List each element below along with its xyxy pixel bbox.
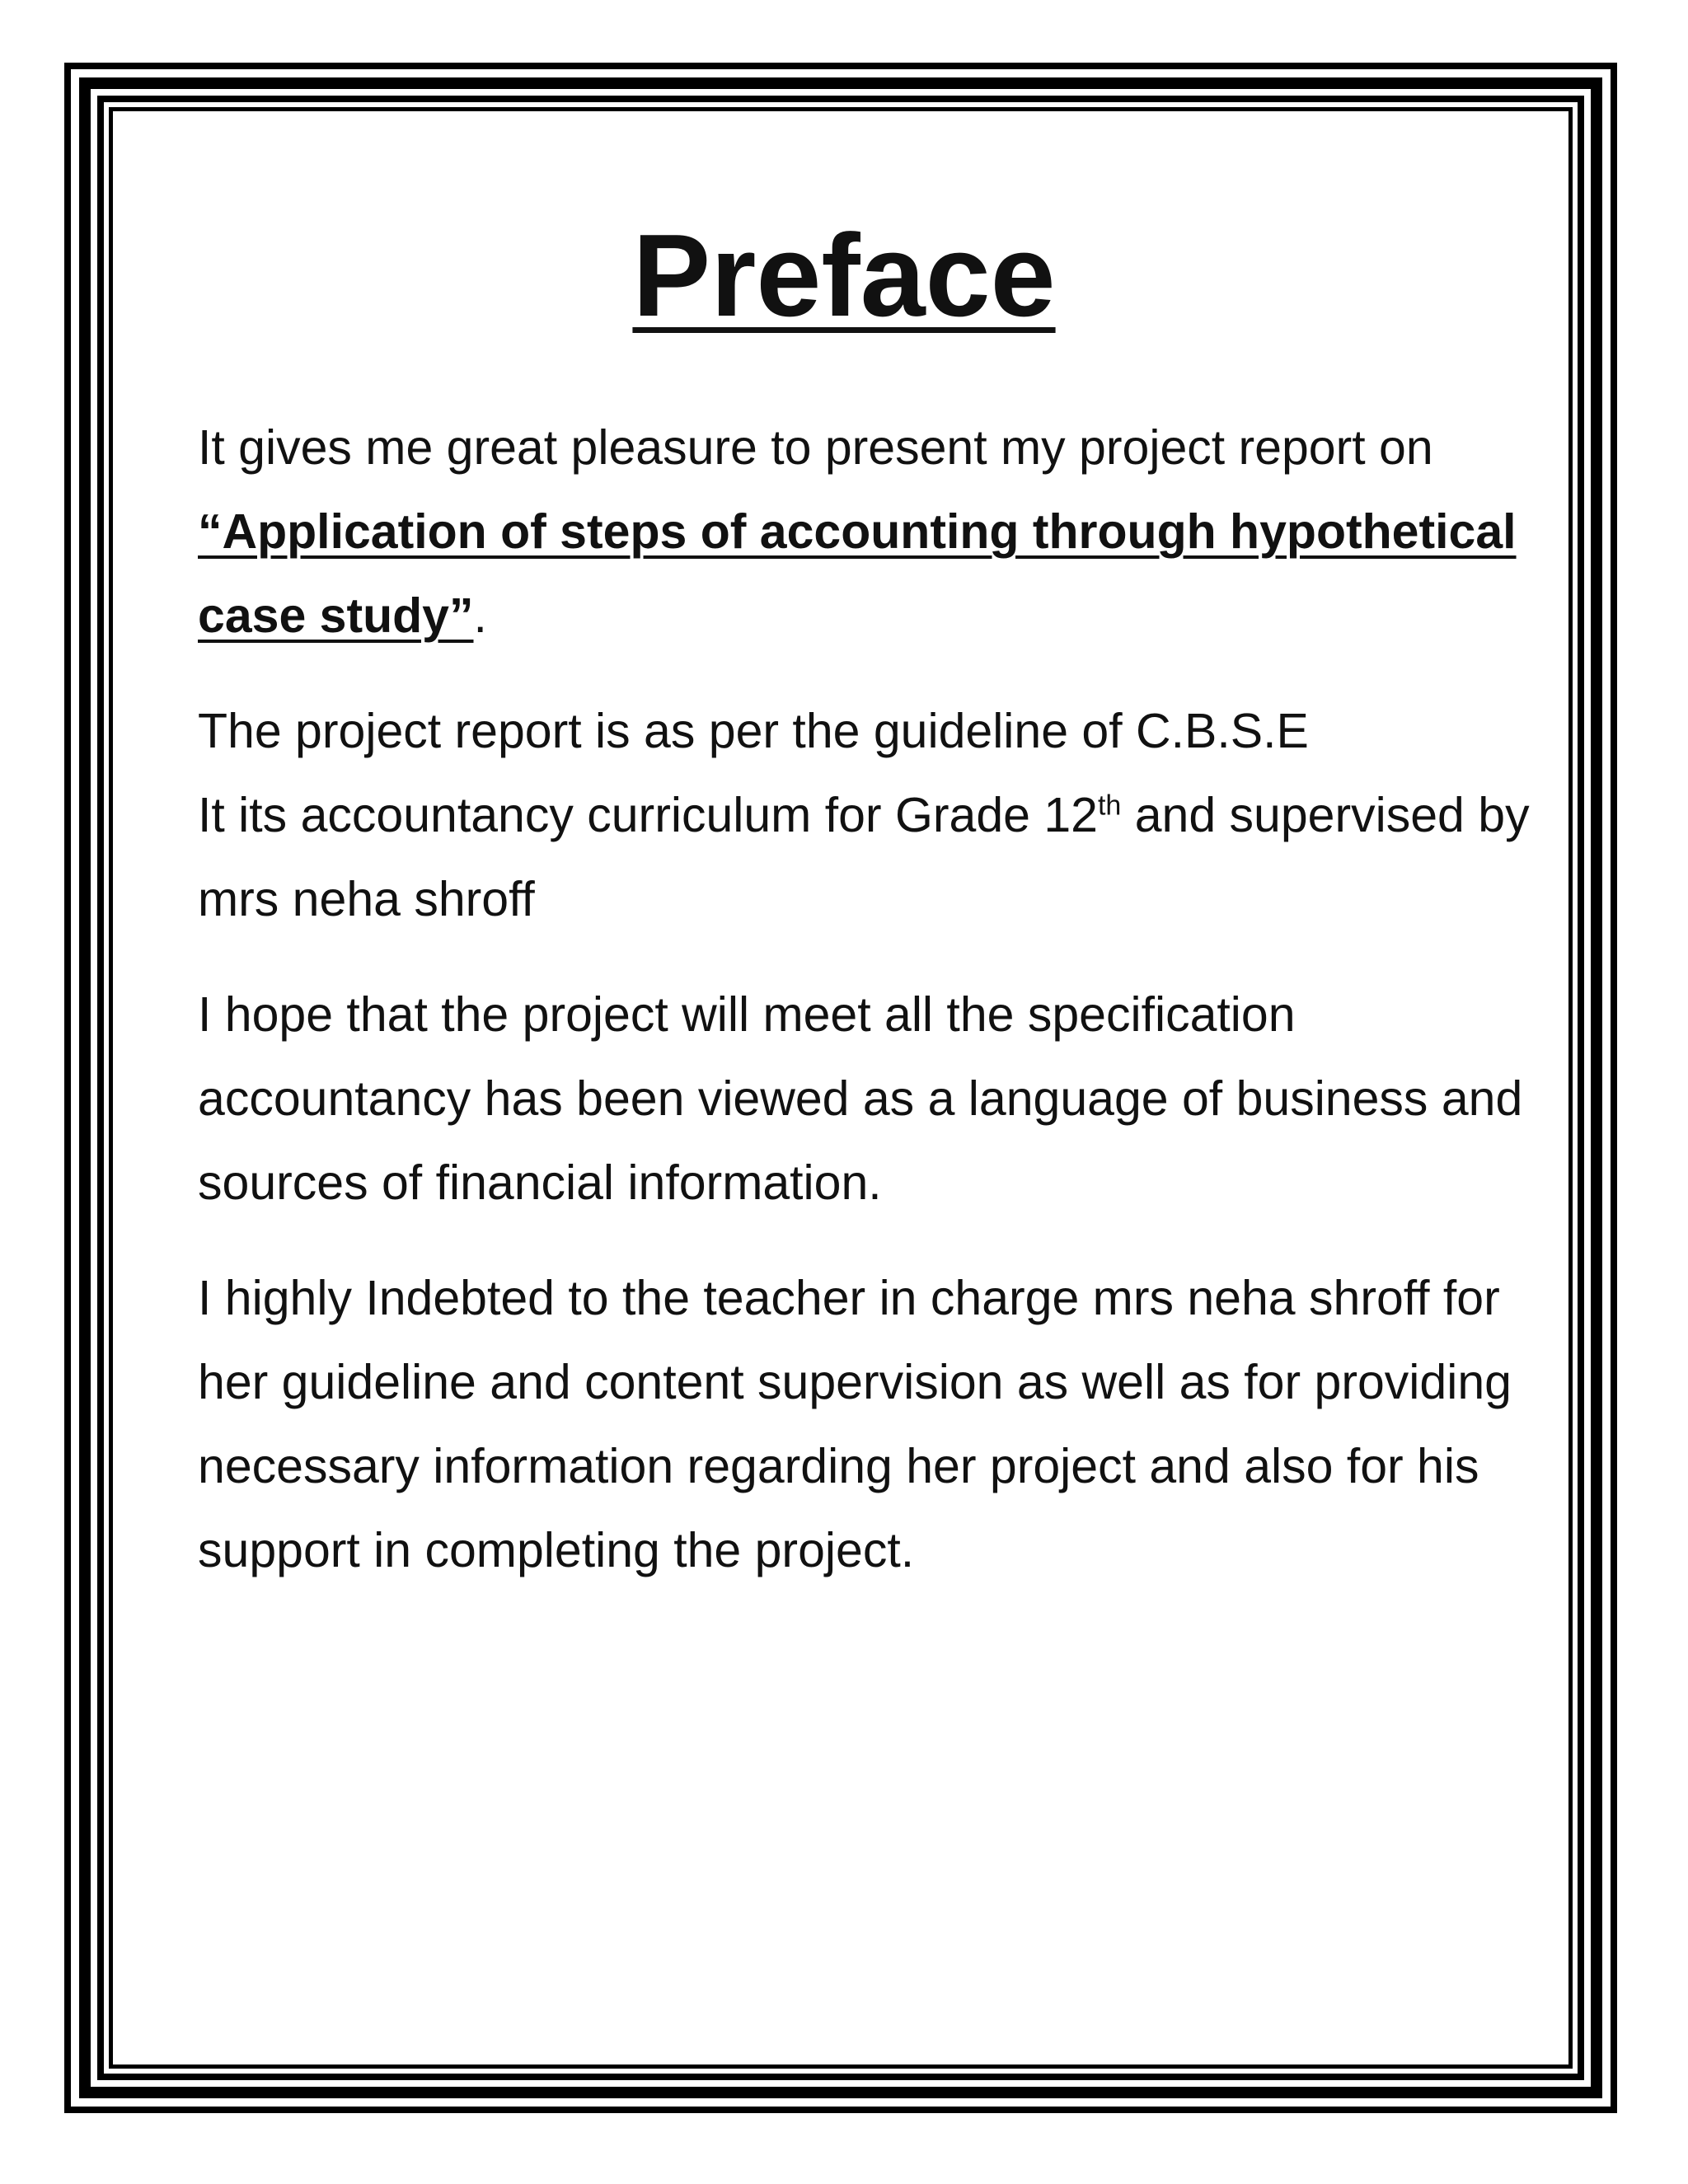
page-title-text: Preface [632,210,1056,341]
paragraph-intro [198,405,1533,658]
guideline-line-1: The project report is as per the guideline of C.B.S.E [198,704,1309,758]
grade-superscript: th [1097,790,1122,822]
guideline-line-2: It its accountancy curriculum for Grade 12 [198,788,1098,842]
page-title [0,206,1688,346]
intro-text: It gives me great pleasure to present my project report on [198,420,1433,475]
intro-period: . [473,588,487,643]
paragraph-guideline [198,689,1533,941]
project-title: “Application of steps of accounting through hypothetical case study” [198,504,1517,643]
paragraph-thanks: I highly Indebted to the teacher in charge mrs neha shroff for her guideline and content supervision as well as for providing necessary information regarding her project and also for his support in completing the project. [198,1271,1512,1577]
guideline-line-2-end: and supervised by mrs neha shroff [198,788,1530,926]
preface-body [198,405,1533,1624]
paragraph-hope: I hope that the project will meet all the specification accountancy has been viewed as a language of business and sources of financial information. [198,987,1523,1210]
